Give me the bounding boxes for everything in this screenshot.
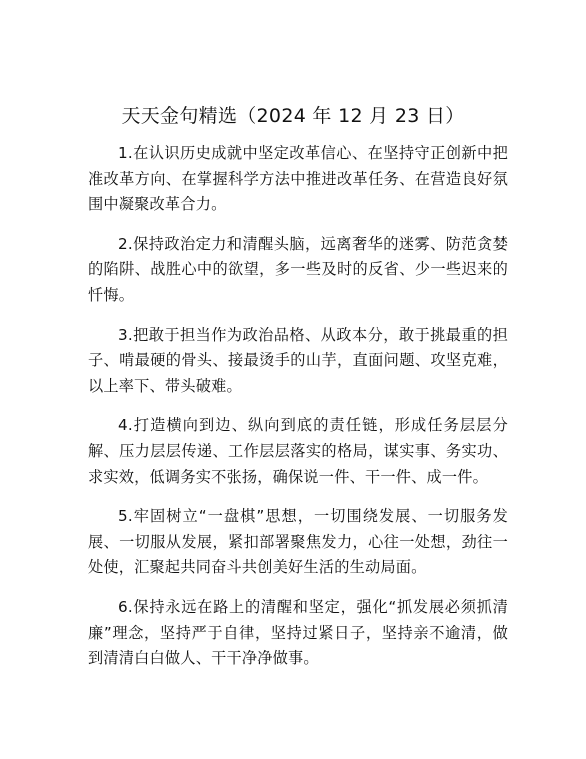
paragraph-2: 2.保持政治定力和清醒头脑，远离奢华的迷雾、防范贪婪的陷阱、战胜心中的欲望，多一些及时的反省、少一些迟来的忏悔。 xyxy=(88,234,508,304)
paragraph-5: 5.牢固树立“一盘棋”思想，一切围绕发展、一切服务发展、一切服从发展，紧扣部署聚焦发力，心往一处想，劲往一处使，汇聚起共同奋斗共创美好生活的生动局面。 xyxy=(88,507,508,577)
paragraph-6: 6.保持永远在路上的清醒和坚定，强化“抓发展必须抓清廉”理念，坚持严于自律，坚持过紧日子，坚持亲不逾清，做到清清白白做人、干干净净做事。 xyxy=(88,597,508,668)
paragraph-3: 3.把敢于担当作为政治品格、从政本分，敢于挑最重的担子、啃最硬的骨头、接最烫手的山芋，直面问题、攻坚克难，以上率下、带头破难。 xyxy=(88,325,508,395)
paragraph-4: 4.打造横向到边、纵向到底的责任链，形成任务层层分解、压力层层传递、工作层层落实的格局，谋实事、务实功、求实效，低调务实不张扬，确保说一件、干一件、成一件。 xyxy=(88,416,508,486)
document-body xyxy=(88,141,508,686)
paragraph-1: 1.在认识历史成就中坚定改革信心、在坚持守正创新中把准改革方向、在掌握科学方法中推进改革任务、在营造良好氛围中凝聚改革合力。 xyxy=(88,144,508,214)
document-title: 天天金句精选（2024 年 12 月 23 日） xyxy=(121,105,465,127)
